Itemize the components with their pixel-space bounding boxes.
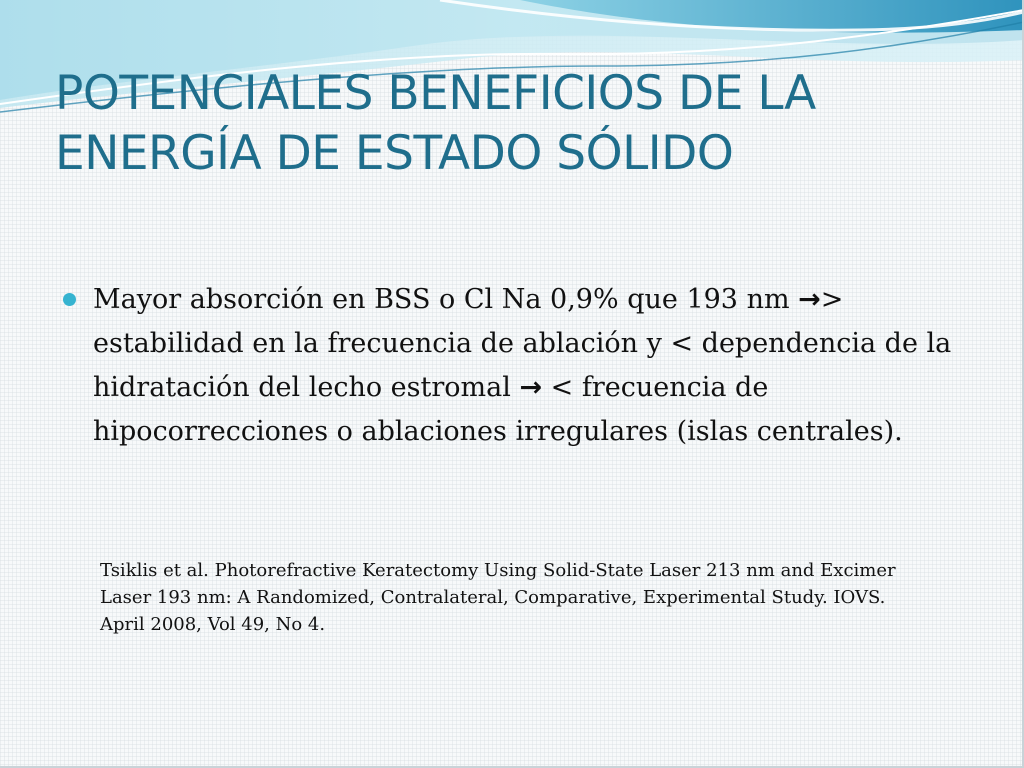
bullet-item [63, 278, 963, 454]
slide-title [55, 64, 955, 184]
arrow-right-icon: → [519, 372, 543, 403]
arrow-right-icon: → [798, 284, 821, 315]
bullet-text-part-3: < frecuencia de hipocorrecciones o ablaciones irregulares (islas centrales). [93, 372, 903, 447]
citation-reference [100, 557, 960, 638]
citation-line-1: Tsiklis et al. Photorefractive Keratectomy Using Solid-State Laser 213 nm and Excimer [100, 560, 896, 581]
bullet-dot-icon [63, 293, 76, 306]
bullet-text-part-2: > estabilidad en la frecuencia de ablación y < dependencia de la hidratación del lecho estromal [93, 284, 952, 403]
slide-title-line-1: POTENCIALES BENEFICIOS DE LA [55, 66, 816, 121]
citation-line-2: Laser 193 nm: A Randomized, Contralateral, Comparative, Experimental Study. IOVS. [100, 587, 886, 608]
bullet-list [63, 278, 963, 454]
slide-title-line-2: ENERGÍA DE ESTADO SÓLIDO [55, 126, 734, 181]
citation-line-3: April 2008, Vol 49, No 4. [100, 614, 326, 635]
bullet-text-part-1: Mayor absorción en BSS o Cl Na 0,9% que 193 nm [93, 284, 799, 315]
